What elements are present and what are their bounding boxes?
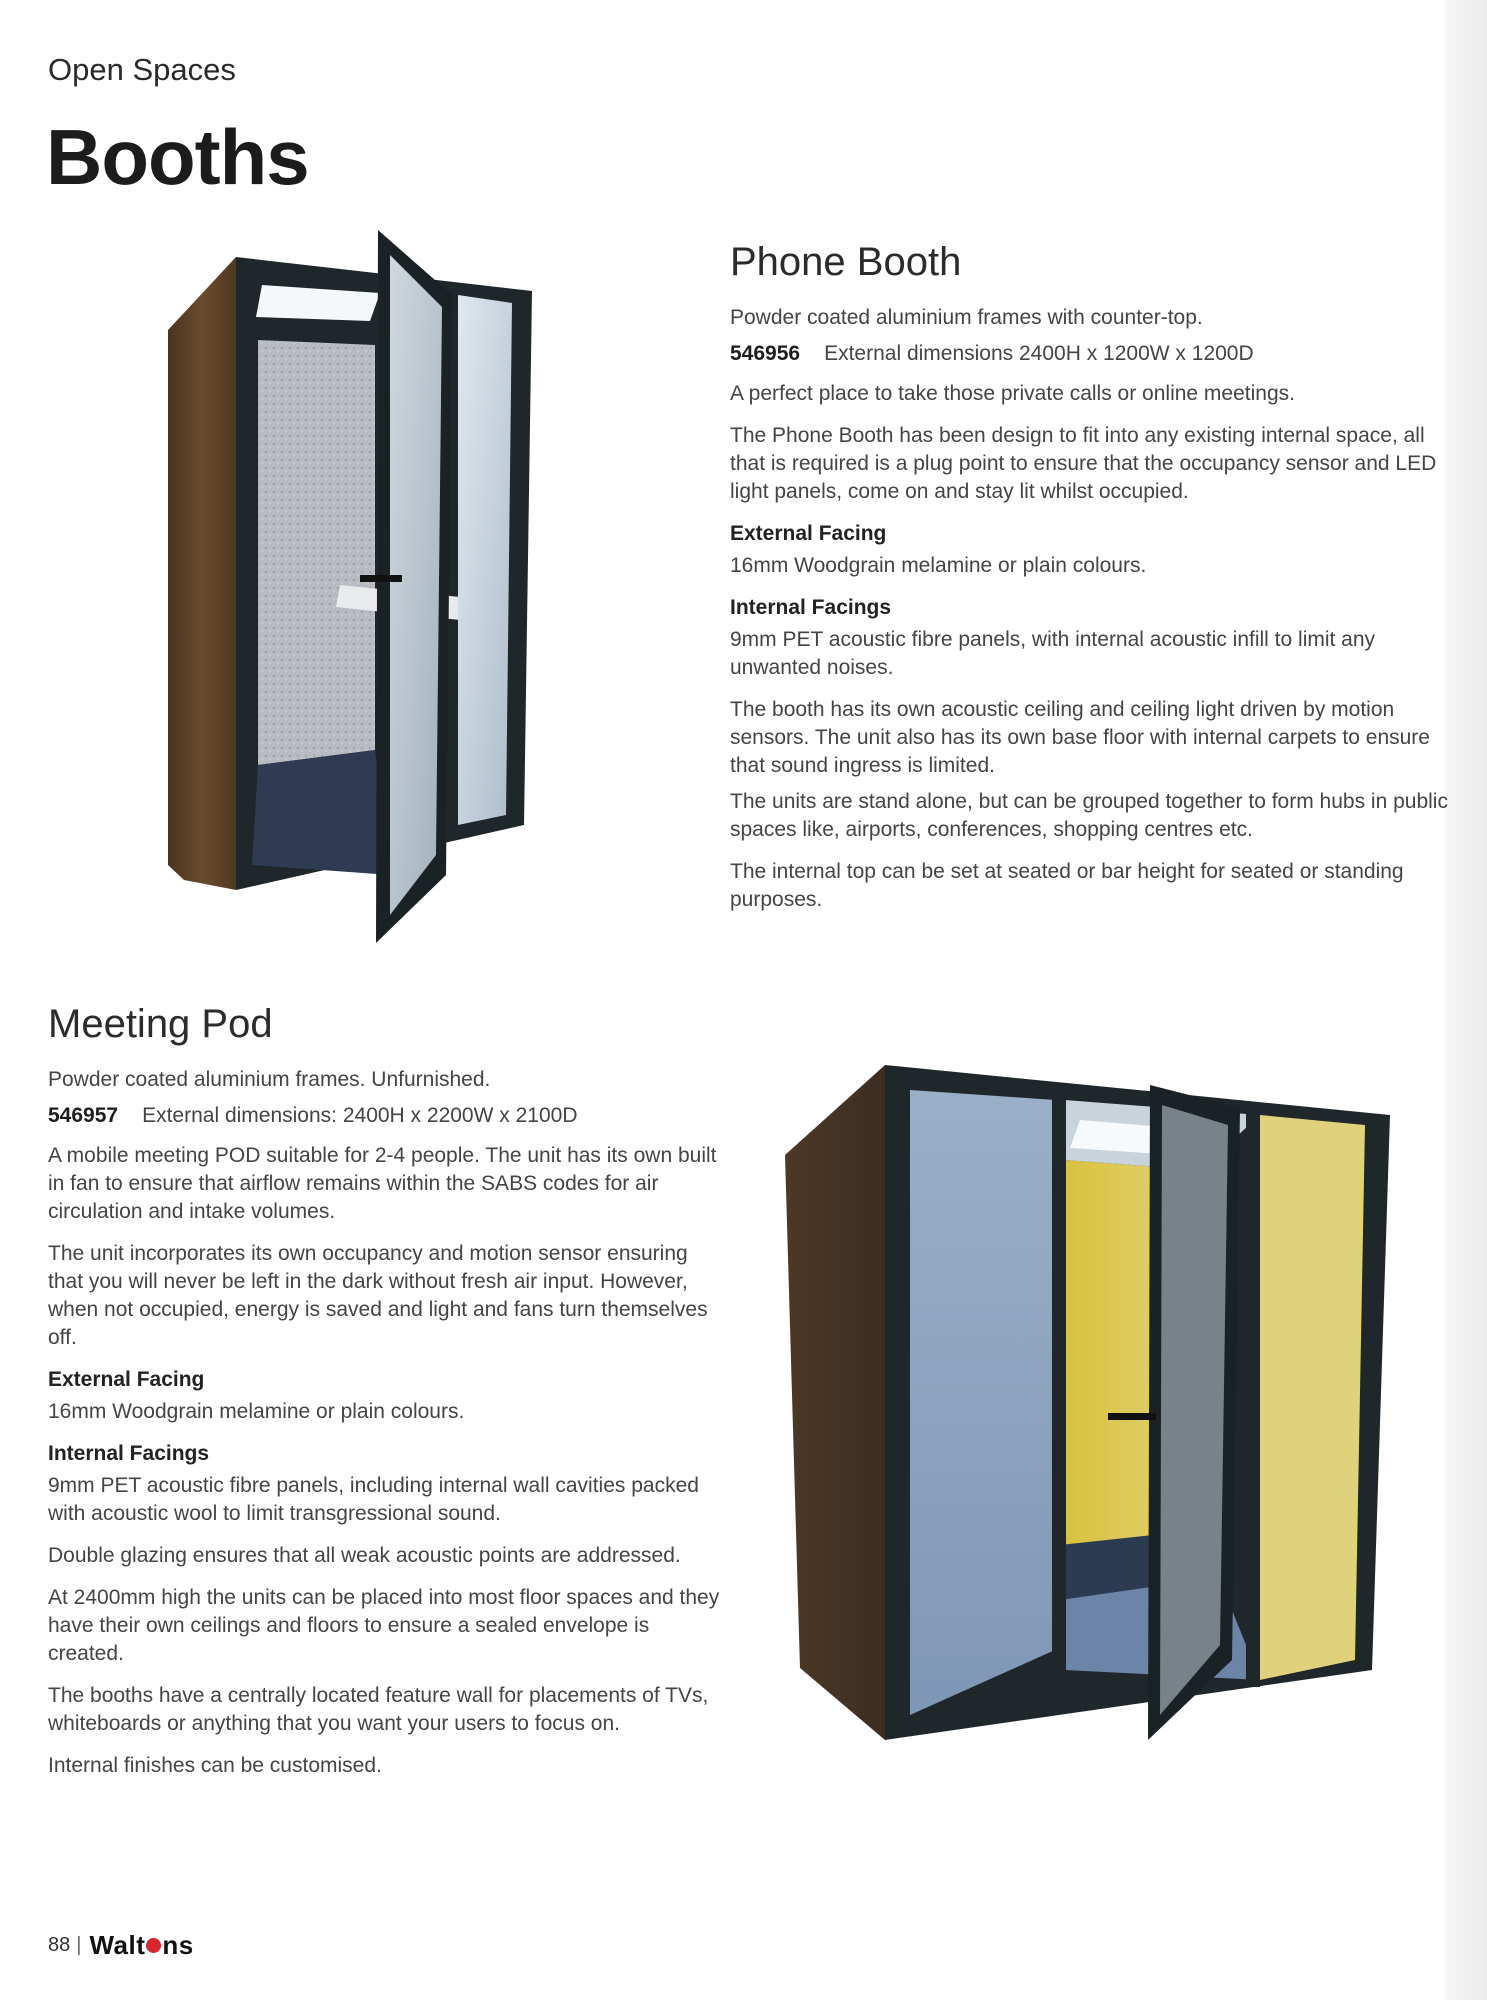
page-edge-shadow xyxy=(1445,0,1487,2000)
external-facing-heading: External Facing xyxy=(48,1368,205,1391)
meeting-pod-para: The booths have a centrally located feature wall for placements of TVs, whiteboards or anything that you want your users to focus on. xyxy=(48,1684,709,1735)
page-footer xyxy=(48,1930,194,1961)
internal-facings-text: 9mm PET acoustic fibre panels, including internal wall cavities packed with acoustic wool to limit transgressional sound. xyxy=(48,1474,699,1525)
product-dimensions: External dimensions 2400H x 1200W x 1200D xyxy=(824,342,1254,365)
meeting-pod-image xyxy=(780,1060,1400,1760)
page-number: 88 xyxy=(48,1934,71,1956)
phone-booth-para: The internal top can be set at seated or bar height for seated or standing purposes. xyxy=(730,860,1404,911)
external-facing-text: 16mm Woodgrain melamine or plain colours. xyxy=(48,1400,465,1423)
section-label: Open Spaces xyxy=(48,52,236,87)
phone-booth-title: Phone Booth xyxy=(730,240,962,284)
external-facing-text: 16mm Woodgrain melamine or plain colours. xyxy=(730,554,1147,577)
meeting-pod-title: Meeting Pod xyxy=(48,1002,273,1046)
phone-booth-para: A perfect place to take those private calls or online meetings. xyxy=(730,382,1295,405)
meeting-pod-code-line xyxy=(48,1102,728,1130)
brand-logo-dot-icon xyxy=(146,1938,161,1953)
product-code: 546956 xyxy=(730,342,801,365)
brand-text-end: ns xyxy=(162,1930,194,1960)
phone-booth-section xyxy=(730,238,1450,928)
meeting-pod-para: At 2400mm high the units can be placed into most floor spaces and they have their own ceilings and floors to ensure a sealed envelope is created. xyxy=(48,1586,720,1665)
brand-text-start: Walt xyxy=(89,1930,146,1960)
page-title: Booths xyxy=(46,113,309,201)
internal-facings-heading: Internal Facings xyxy=(730,596,892,619)
meeting-pod-section xyxy=(48,1000,728,1794)
footer-separator: | xyxy=(76,1934,82,1956)
phone-booth-para: The booth has its own acoustic ceiling and ceiling light driven by motion sensors. The unit also has its own base floor with internal carpets to ensure that sound ingress is limited. xyxy=(730,698,1430,777)
phone-booth-image xyxy=(160,225,540,945)
internal-facings-heading: Internal Facings xyxy=(48,1442,210,1465)
phone-booth-intro: Powder coated aluminium frames with counter-top. xyxy=(730,306,1203,329)
meeting-pod-para: Internal finishes can be customised. xyxy=(48,1754,382,1777)
meeting-pod-para: A mobile meeting POD suitable for 2-4 people. The unit has its own built in fan to ensure that airflow remains within the SABS codes for air circulation and intake volumes. xyxy=(48,1144,717,1223)
phone-booth-para: The units are stand alone, but can be grouped together to form hubs in public spaces like, airports, conferences, shopping centres etc. xyxy=(730,790,1448,841)
internal-facings-text: 9mm PET acoustic fibre panels, with internal acoustic infill to limit any unwanted noises. xyxy=(730,628,1376,679)
meeting-pod-para: The unit incorporates its own occupancy and motion sensor ensuring that you will never be left in the dark without fresh air input. However, when not occupied, energy is saved and light and fans turn themselves off. xyxy=(48,1242,708,1349)
meeting-pod-para: Double glazing ensures that all weak acoustic points are addressed. xyxy=(48,1544,681,1567)
product-code: 546957 xyxy=(48,1104,119,1127)
brand-logo xyxy=(89,1930,193,1961)
phone-booth-code-line xyxy=(730,340,1450,368)
phone-booth-para: The Phone Booth has been design to fit into any existing internal space, all that is required is a plug point to ensure that the occupancy sensor and LED light panels, come on and stay lit whilst occupied. xyxy=(730,424,1437,503)
external-facing-heading: External Facing xyxy=(730,522,887,545)
product-dimensions: External dimensions: 2400H x 2200W x 2100D xyxy=(142,1104,578,1127)
meeting-pod-intro: Powder coated aluminium frames. Unfurnished. xyxy=(48,1068,491,1091)
